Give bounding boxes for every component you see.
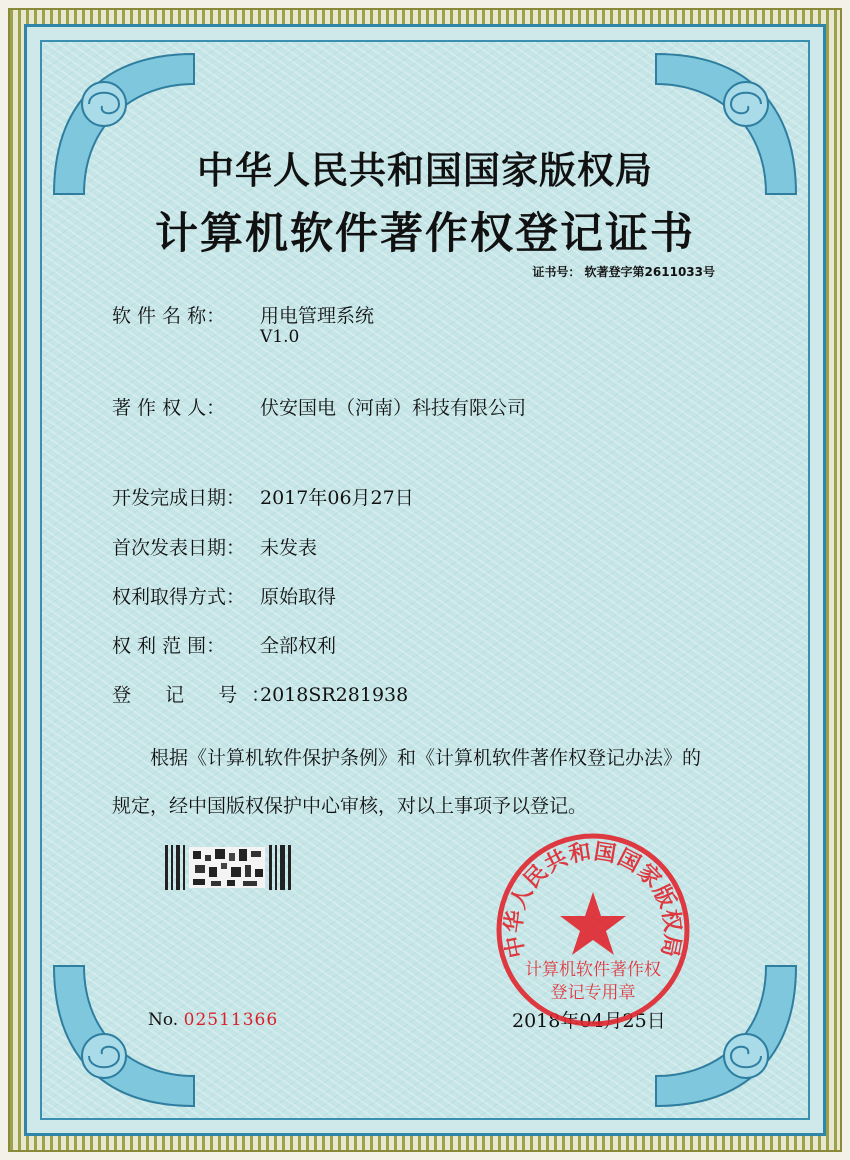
field-completion-date xyxy=(112,483,414,510)
field-software-name xyxy=(112,301,374,328)
field-value: 全部权利 xyxy=(260,635,337,657)
certificate-number-label: 证书号： xyxy=(532,265,581,279)
field-acquisition-method xyxy=(112,582,336,609)
certificate-number xyxy=(532,263,715,280)
field-value: 2017年06月27日 xyxy=(260,487,414,509)
field-registration-number xyxy=(112,680,408,707)
statement-line-1: 根据《计算机软件保护条例》和《计算机软件著作权登记办法》的 xyxy=(112,747,702,769)
seal-line-2: 登记专用章 xyxy=(550,983,636,1003)
serial-number xyxy=(148,1010,278,1030)
field-rights-scope xyxy=(112,631,336,658)
field-label: 权 利 范 围： xyxy=(112,635,226,657)
seal-outer-text: 中华人民共和国国家版权局 xyxy=(500,838,686,961)
field-value: 伏安国电（河南）科技有限公司 xyxy=(260,397,527,419)
field-label: 首次发表日期： xyxy=(112,537,246,559)
statement-line-2: 规定，经中国版权保护中心审核，对以上事项予以登记。 xyxy=(112,795,588,817)
field-label: 软 件 名 称： xyxy=(112,305,226,327)
corner-ornament-bottom-left xyxy=(44,956,204,1116)
field-value: 2018SR281938 xyxy=(260,684,409,706)
barcode xyxy=(165,845,293,890)
certificate-title: 计算机软件著作权登记证书 xyxy=(155,209,695,259)
field-label: 开发完成日期： xyxy=(112,487,246,509)
serial-number-label: No. xyxy=(148,1010,179,1030)
field-value: 原始取得 xyxy=(260,586,337,608)
issue-date: 2018年04月25日 xyxy=(512,1010,666,1032)
seal-line-1: 计算机软件著作权 xyxy=(525,960,661,980)
field-value: 用电管理系统 xyxy=(260,305,375,327)
issuing-authority: 中华人民共和国国家版权局 xyxy=(197,148,653,192)
official-red-seal xyxy=(493,830,693,1030)
field-first-publication xyxy=(112,533,317,560)
field-software-version: V1.0 xyxy=(260,327,300,347)
field-label: 权利取得方式： xyxy=(112,586,246,608)
serial-number-value: 02511366 xyxy=(183,1010,279,1030)
field-label: 著 作 权 人： xyxy=(112,397,226,419)
field-label: 登 记 号： xyxy=(112,684,285,706)
field-copyright-owner xyxy=(112,393,526,420)
seal-star-icon xyxy=(560,892,626,955)
field-value: 未发表 xyxy=(260,537,318,559)
certificate-number-value: 软著登字第2611033号 xyxy=(584,265,715,279)
